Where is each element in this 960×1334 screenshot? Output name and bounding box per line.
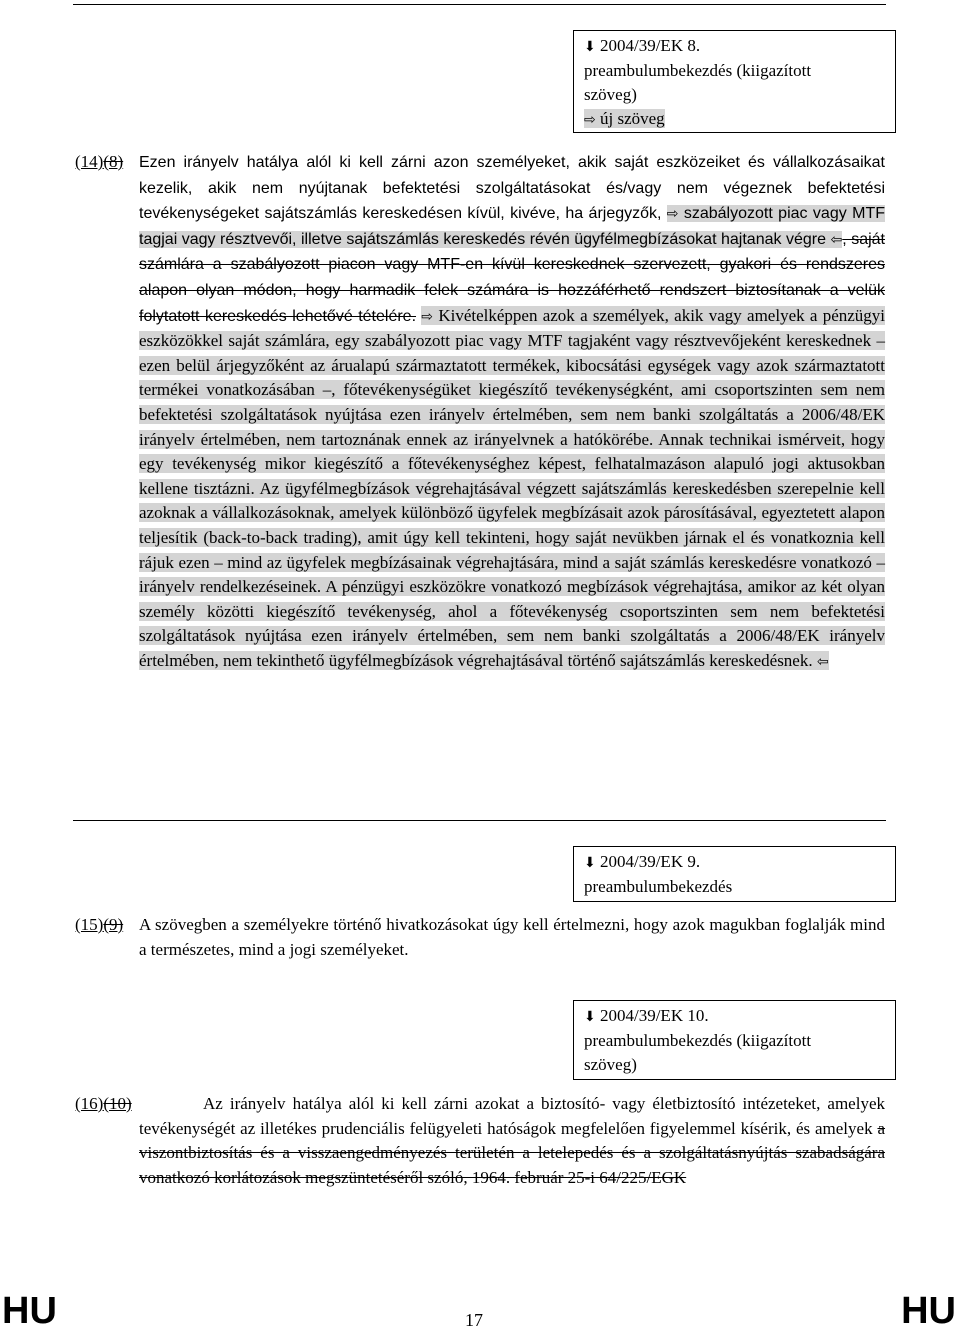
down-arrow-icon: ⬇	[584, 855, 596, 871]
language-code-right: HU	[901, 1290, 956, 1332]
open-arrow-icon: ⇨	[421, 308, 434, 325]
source-reference-note: preambulumbekezdés (kiigazított	[584, 61, 812, 80]
recital-number	[75, 150, 123, 175]
recital-15-text: A szövegben a személyekre történő hivatkozásokat úgy kell értelmezni, hogy azok magukban foglalják mind a természetes, mind a jogi személyeket.	[139, 915, 885, 959]
source-reference-box-9	[573, 846, 896, 902]
deleted-text: a viszontbiztosítás és a visszaengedményezés területén a letelepedés és a szolgáltatásnyújtás szabadságára vonatkozó korlátozások megszüntetéséről szóló, 1964. február 25-i 64/225/EGK	[139, 1118, 886, 1187]
source-reference-note-cont: szöveg)	[584, 1055, 637, 1074]
source-reference: 2004/39/EK 8.	[599, 36, 701, 55]
source-reference: 2004/39/EK 10.	[599, 1006, 709, 1025]
new-text-label: új szöveg	[599, 109, 665, 128]
language-code-left: HU	[2, 1290, 57, 1332]
section-rule	[73, 820, 886, 821]
old-number: (9)	[103, 915, 124, 934]
source-reference-box-8	[573, 30, 896, 133]
recital-number	[75, 1092, 132, 1117]
new-number: (14)	[75, 152, 104, 171]
source-reference: 2004/39/EK 9.	[599, 852, 701, 871]
recital-14-body	[139, 150, 885, 674]
open-arrow-icon: ⇨	[666, 206, 679, 223]
source-reference-note: preambulumbekezdés (kiigazított	[584, 1031, 812, 1050]
deleted-text: , saját számlára a szabályozott piacon vagy MTF-en kívül kereskednek szervezett, gyakori és rendszeres alapon olyan módon, hogy harmadik felek számára is hozzáférhető rendszert biztosítanak a velük folytatott kereskedés lehetővé tételére.	[139, 230, 886, 325]
top-rule	[73, 4, 886, 5]
inserted-text: szabályozott piac vagy MTF tagjai vagy résztvevői, illetve sajátszámlás kereskedés révén ügyfélmegbízásokat hajtanak végre	[139, 205, 886, 248]
down-arrow-icon: ⬇	[584, 39, 596, 55]
close-arrow-icon: ⇦	[816, 653, 829, 670]
close-arrow-icon: ⇦	[830, 231, 843, 248]
down-arrow-icon: ⬇	[584, 1009, 596, 1025]
old-number: (10)	[103, 1094, 132, 1113]
source-reference-note-cont: szöveg)	[584, 85, 637, 104]
open-arrow-icon: ⇨	[584, 112, 596, 128]
recital-16-text: Az irányelv hatálya alól ki kell zárni azokat a biztosító- vagy életbiztosító intézeteket, amelyek tevékenységét az illetékes prudenciális felügyeleti hatóságok megfelelően figyelemmel kísérik, és amelyek	[139, 1094, 885, 1138]
recital-16-body	[139, 1092, 885, 1190]
recital-14-text: Ezen irányelv hatálya alól ki kell zárni azon személyeket, akik saját eszközeiket és vállalkozásaikat kezelik, akik nem nyújtanak befektetési szolgáltatásokat és/vagy nem végeznek befektetési tevékenységeket sajátszámlás kereskedésen kívül, kivéve, ha árjegyzők,	[139, 154, 885, 223]
new-number: (16)	[75, 1094, 104, 1113]
source-reference-note: preambulumbekezdés	[584, 877, 733, 896]
source-reference-box-10	[573, 1000, 896, 1080]
old-number: (8)	[103, 152, 124, 171]
recital-number	[75, 913, 123, 938]
page-number: 17	[465, 1310, 483, 1330]
inserted-text-exception: Kivételképpen azok a személyek, akik vagy amelyek a pénzügyi eszközökkel saját számlára, egy szabályozott piac vagy MTF tagjaként vagy résztvevőjeként kereskednek – ezen belül árjegyzőként az árualapú származtatott termékek, kibocsátási egységek vagy azok származtatott termékei vonatkozásában –, főtevékenységüket kiegészítő tevékenységként, ami csoportszinten sem nem befektetési szolgáltatások nyújtása ezen irányelv értelmében, sem nem banki szolgáltatás a 2006/48/EK irányelv értelmében, nem tartoznának ennek az irányelvnek a hatókörébe. Annak technikai ismérveit, hogy egy tevékenység mikor kiegészítő a főtevékenységhez képest, felhatalmazáson alapuló jogi aktusokban kellene tisztázni. Az ügyfélmegbízások végrehajtásával végzett sajátszámlás kereskedésben szerepelnie kell azoknak a vállalkozásoknak, amelyek különböző ügyfelek megbízásait azok párosításával, egyeztetett alapon teljesítik (back-to-back trading), amit úgy kell tekinteni, hogy saját nevükben járnak el és vonatkoznia kell rájuk ezen – mind az ügyfelek megbízásainak végrehajtására, mind a saját számlás kereskedésre vonatkozó – irányelv rendelkezéseinek. A pénzügyi eszközökre vonatkozó megbízások végrehajtása, amikor az két olyan személy közötti kiegészítő tevékenység, ahol a főtevékenység csoportszinten sem nem befektetési szolgáltatások nyújtása ezen irányelv értelmében, sem nem banki szolgáltatás a 2006/48/EK irányelv értelmében, nem tekinthető ügyfélmegbízások végrehajtásával történő sajátszámlás kereskedésnek.	[139, 305, 886, 670]
new-number: (15)	[75, 915, 104, 934]
